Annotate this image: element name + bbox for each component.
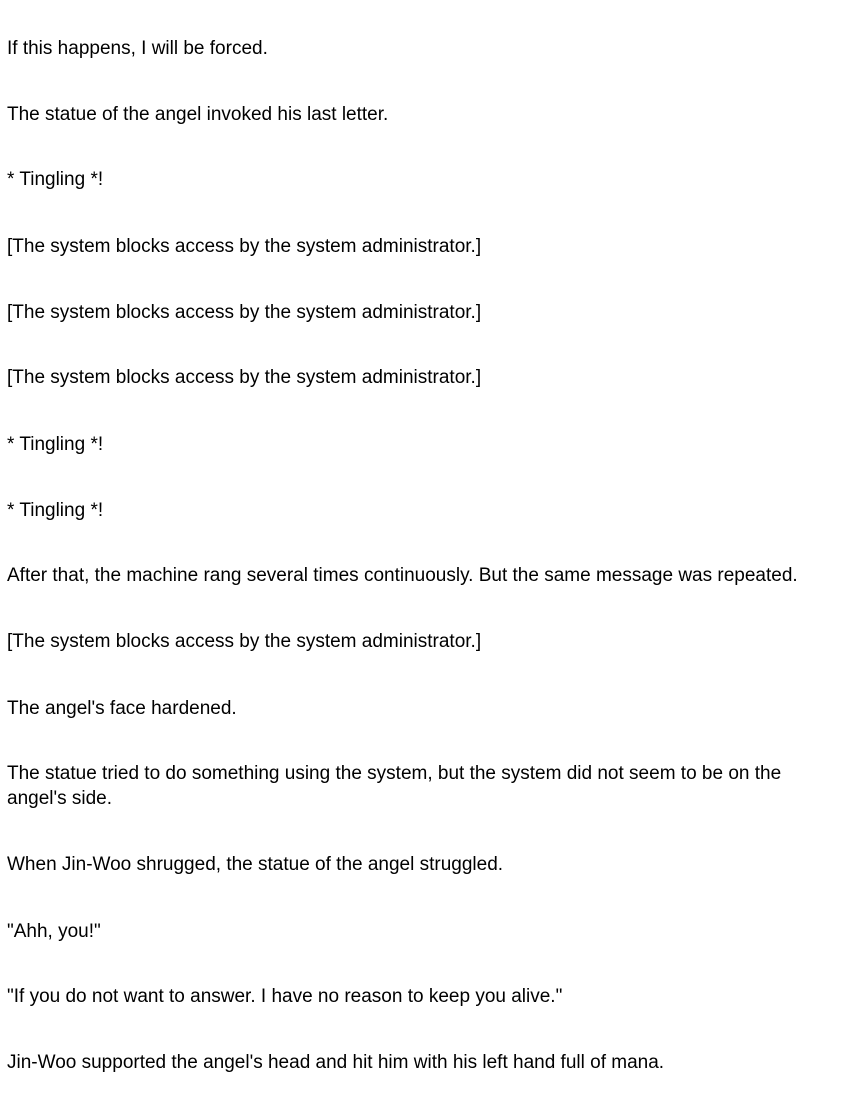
paragraph: * Tingling *!: [7, 169, 104, 190]
paragraph: [The system blocks access by the system administrator.]: [7, 631, 482, 652]
paragraph: The angel's face hardened.: [7, 698, 237, 719]
paragraph: The statue of the angel invoked his last letter.: [7, 104, 389, 125]
paragraph: The statue tried to do something using the system, but the system did not seem to be on the angel's side.: [7, 763, 782, 809]
paragraph: [The system blocks access by the system administrator.]: [7, 367, 482, 388]
paragraph: "If you do not want to answer. I have no reason to keep you alive.": [7, 986, 563, 1007]
paragraph: * Tingling *!: [7, 500, 104, 521]
paragraph: [The system blocks access by the system administrator.]: [7, 302, 482, 323]
paragraph: [The system blocks access by the system administrator.]: [7, 236, 482, 257]
paragraph: Jin-Woo supported the angel's head and hit him with his left hand full of mana.: [7, 1052, 665, 1073]
paragraph: "Ahh, you!": [7, 921, 101, 942]
paragraph: If this happens, I will be forced.: [7, 38, 268, 59]
paragraph: When Jin-Woo shrugged, the statue of the angel struggled.: [7, 854, 504, 875]
paragraph: * Tingling *!: [7, 434, 104, 455]
paragraph: After that, the machine rang several times continuously. But the same message was repeated.: [7, 565, 798, 586]
